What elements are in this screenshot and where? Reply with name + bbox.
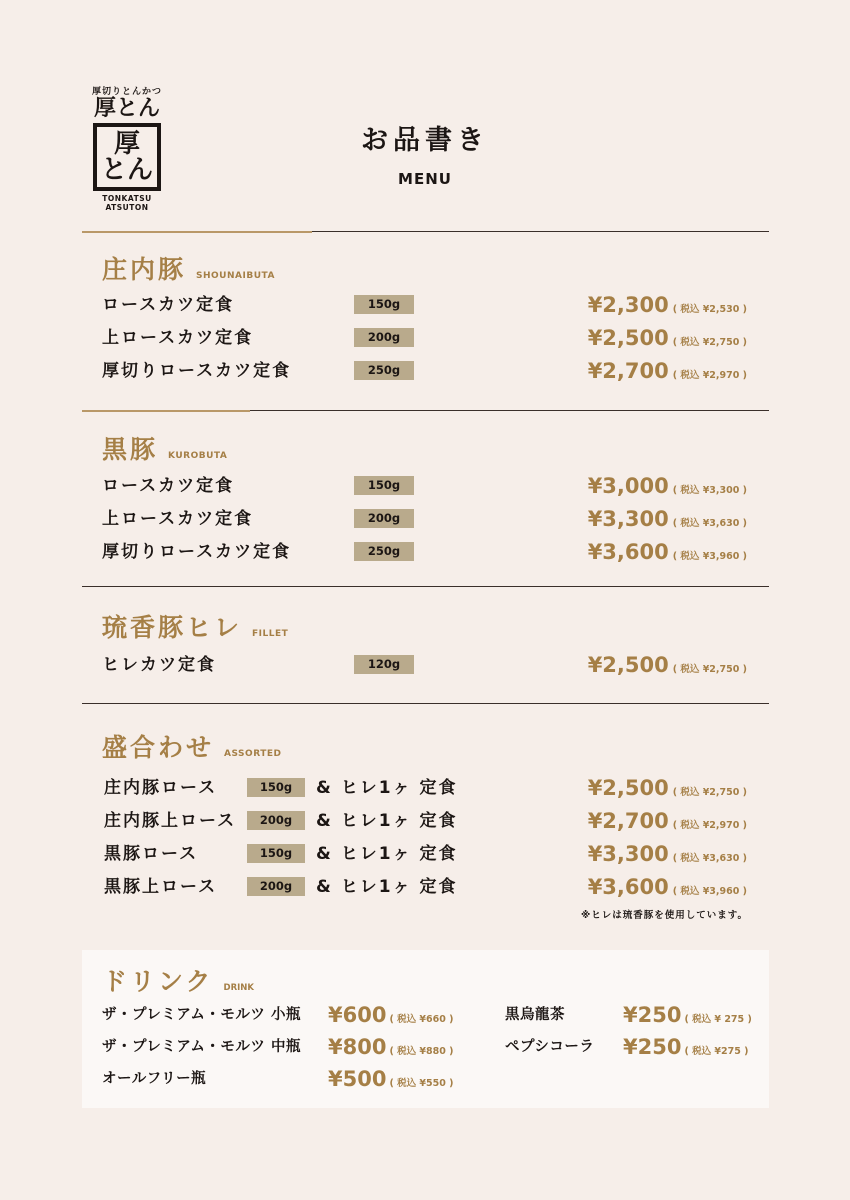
- price-value: ¥250: [623, 1003, 682, 1027]
- price-value: ¥3,600: [587, 875, 669, 899]
- item-name: 庄内豚上ロース: [104, 811, 237, 831]
- price-tax: ( 税込 ¥2,970 ): [672, 370, 747, 381]
- weight-badge: 150g: [354, 295, 414, 314]
- weight-badge: 200g: [247, 877, 305, 896]
- item-combo: & ヒレ1ヶ 定食: [316, 877, 458, 897]
- section-header: [102, 728, 281, 764]
- item-name: 庄内豚ロース: [104, 778, 218, 798]
- price-value: ¥2,500: [587, 776, 669, 800]
- fillet-note: ※ヒレは琉香豚を使用しています。: [581, 910, 748, 921]
- page-subtitle: MENU: [398, 170, 452, 188]
- price-tax: ( 税込 ¥2,750 ): [672, 337, 747, 348]
- item-name: ロースカツ定食: [102, 476, 235, 496]
- drink-name: 黒烏龍茶: [505, 1007, 565, 1023]
- section-title: 黒豚: [102, 435, 159, 464]
- section-title-en: KUROBUTA: [168, 451, 228, 461]
- item-price: [588, 539, 747, 570]
- price-tax: ( 税込 ¥2,750 ): [672, 664, 747, 675]
- weight-badge: 250g: [354, 361, 414, 380]
- price-tax: ( 税込 ¥2,530 ): [672, 304, 747, 315]
- item-name: 厚切りロースカツ定食: [102, 542, 292, 562]
- weight-badge: 250g: [354, 542, 414, 561]
- drink-price: [328, 1034, 454, 1065]
- price-tax: ( 税込 ¥3,630 ): [672, 518, 747, 529]
- weight-badge: 120g: [354, 655, 414, 674]
- price-value: ¥2,700: [587, 359, 669, 383]
- item-price: [588, 358, 747, 389]
- section-header: [102, 430, 227, 466]
- price-value: ¥800: [328, 1035, 387, 1059]
- price-value: ¥3,000: [587, 474, 669, 498]
- price-value: ¥250: [623, 1035, 682, 1059]
- item-name: ヒレカツ定食: [102, 655, 216, 675]
- menu-item: [102, 473, 747, 499]
- item-name: 厚切りロースカツ定食: [102, 361, 292, 381]
- price-value: ¥3,600: [587, 540, 669, 564]
- price-tax: ( 税込 ¥3,960 ): [672, 886, 747, 897]
- weight-badge: 200g: [247, 811, 305, 830]
- section-title-en: FILLET: [252, 629, 289, 639]
- price-tax: ( 税込 ¥3,300 ): [672, 485, 747, 496]
- item-price: [588, 292, 747, 323]
- logo-en-line1: TONKATSU: [102, 194, 152, 203]
- drink-item: [505, 1002, 750, 1028]
- item-price: [588, 652, 747, 683]
- drink-item: [102, 1066, 452, 1092]
- section-title: 庄内豚: [102, 255, 187, 284]
- logo-name: 厚とん: [93, 96, 160, 121]
- divider-accent: [82, 231, 312, 233]
- menu-item: [102, 325, 747, 351]
- drink-price: [623, 1034, 749, 1065]
- logo-top-text: 厚切りとんかつ: [91, 87, 162, 97]
- weight-badge: 150g: [247, 778, 305, 797]
- drink-name: ザ・プレミアム・モルツ 中瓶: [102, 1039, 301, 1055]
- price-value: ¥600: [328, 1003, 387, 1027]
- section-title: 盛合わせ: [102, 733, 215, 762]
- drink-name: オールフリー瓶: [102, 1071, 207, 1087]
- price-value: ¥3,300: [587, 507, 669, 531]
- drink-title: ドリンク: [102, 967, 214, 996]
- item-name: 上ロースカツ定食: [102, 509, 254, 529]
- drink-name: ペプシコーラ: [505, 1039, 595, 1055]
- logo-en-line2: ATSUTON: [105, 203, 149, 212]
- assorted-item: [104, 874, 747, 900]
- price-tax: ( 税込 ¥ 275 ): [684, 1014, 752, 1025]
- item-name: 黒豚上ロース: [104, 877, 218, 897]
- drink-name: ザ・プレミアム・モルツ 小瓶: [102, 1007, 301, 1023]
- item-price: [588, 775, 747, 806]
- price-value: ¥3,300: [587, 842, 669, 866]
- item-price: [588, 325, 747, 356]
- price-value: ¥2,300: [587, 293, 669, 317]
- section-divider: [82, 703, 769, 704]
- section-divider: [82, 586, 769, 587]
- item-price: [588, 473, 747, 504]
- section-title-en: SHOUNAIBUTA: [196, 271, 275, 281]
- weight-badge: 150g: [247, 844, 305, 863]
- menu-item: [102, 539, 747, 565]
- drink-price: [328, 1002, 454, 1033]
- item-combo: & ヒレ1ヶ 定食: [316, 778, 458, 798]
- price-tax: ( 税込 ¥2,970 ): [672, 820, 747, 831]
- item-price: [588, 506, 747, 537]
- price-value: ¥2,700: [587, 809, 669, 833]
- menu-item: [102, 358, 747, 384]
- divider-accent: [82, 410, 250, 412]
- price-tax: ( 税込 ¥660 ): [389, 1014, 454, 1025]
- item-price: [588, 841, 747, 872]
- assorted-item: [104, 808, 747, 834]
- item-combo: & ヒレ1ヶ 定食: [316, 844, 458, 864]
- drink-price: [328, 1066, 454, 1097]
- drink-price: [623, 1002, 752, 1033]
- item-name: 黒豚ロース: [104, 844, 199, 864]
- weight-badge: 200g: [354, 328, 414, 347]
- price-value: ¥500: [328, 1067, 387, 1091]
- drink-header: [102, 962, 254, 998]
- price-tax: ( 税込 ¥275 ): [684, 1046, 749, 1057]
- price-tax: ( 税込 ¥550 ): [389, 1078, 454, 1089]
- drink-item: [102, 1002, 452, 1028]
- section-header: [102, 608, 288, 644]
- item-name: ロースカツ定食: [102, 295, 235, 315]
- price-tax: ( 税込 ¥2,750 ): [672, 787, 747, 798]
- logo-mark-line1: 厚: [113, 129, 140, 159]
- assorted-item: [104, 775, 747, 801]
- price-tax: ( 税込 ¥3,630 ): [672, 853, 747, 864]
- logo-mark-line2: とん: [100, 155, 153, 185]
- price-value: ¥2,500: [587, 653, 669, 677]
- drink-item: [505, 1034, 750, 1060]
- item-name: 上ロースカツ定食: [102, 328, 254, 348]
- price-tax: ( 税込 ¥880 ): [389, 1046, 454, 1057]
- item-combo: & ヒレ1ヶ 定食: [316, 811, 458, 831]
- menu-item: [102, 652, 747, 678]
- section-title-en: ASSORTED: [224, 749, 282, 759]
- drink-item: [102, 1034, 452, 1060]
- weight-badge: 200g: [354, 509, 414, 528]
- section-title: 琉香豚ヒレ: [102, 613, 243, 642]
- weight-badge: 150g: [354, 476, 414, 495]
- menu-item: [102, 506, 747, 532]
- item-price: [588, 808, 747, 839]
- price-tax: ( 税込 ¥3,960 ): [672, 551, 747, 562]
- assorted-item: [104, 841, 747, 867]
- price-value: ¥2,500: [587, 326, 669, 350]
- section-divider: [82, 410, 769, 411]
- page-title: お品書き: [361, 125, 489, 156]
- item-price: [588, 874, 747, 905]
- menu-item: [102, 292, 747, 318]
- section-header: [102, 250, 275, 286]
- drink-title-en: DRINK: [223, 983, 254, 993]
- section-divider: [82, 231, 769, 232]
